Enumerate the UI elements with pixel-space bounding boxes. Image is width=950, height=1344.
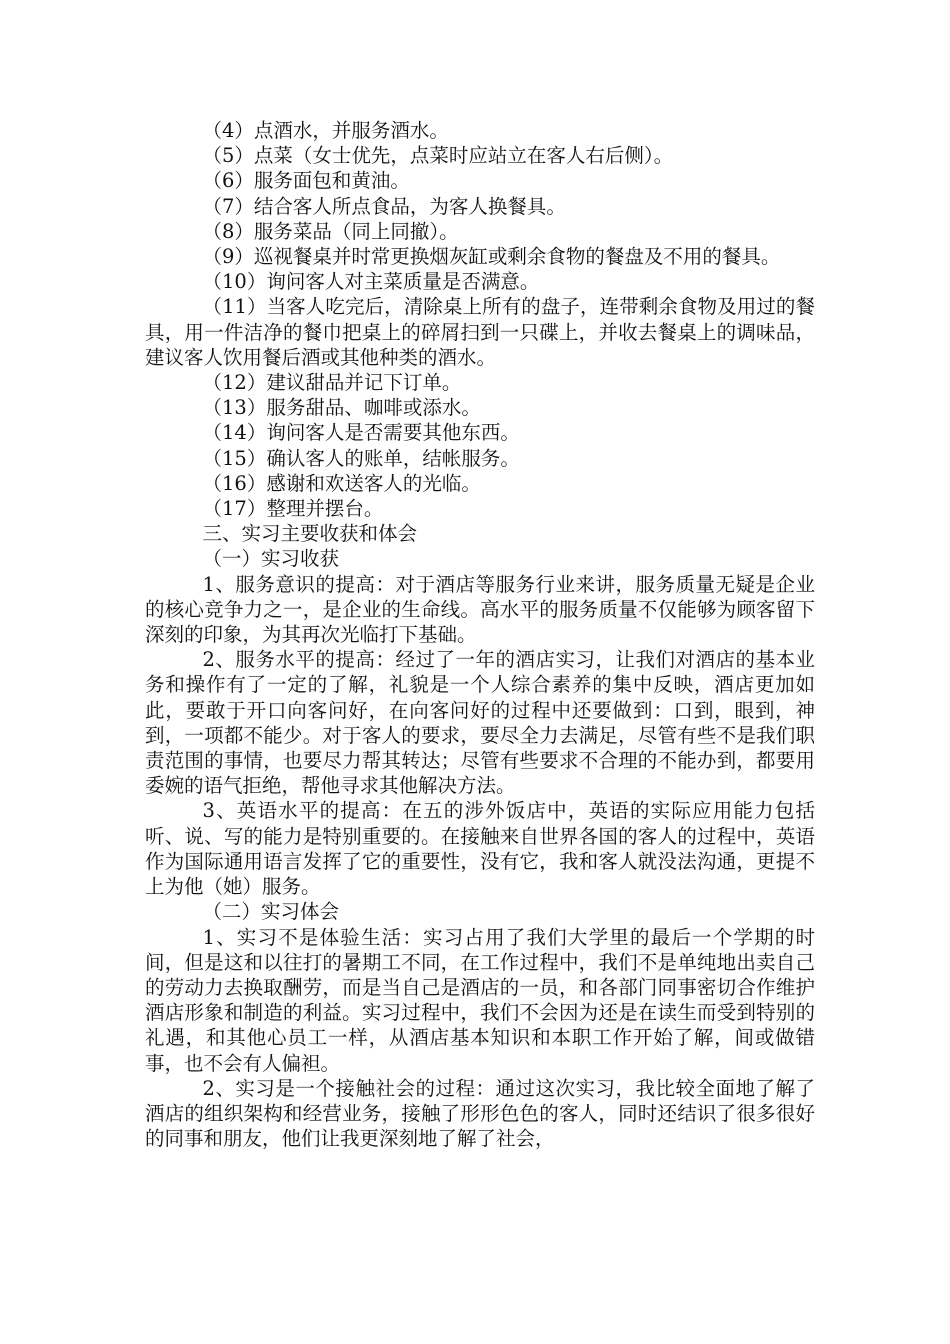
- body-paragraph: 1、实习不是体验生活：实习占用了我们大学里的最后一个学期的时间，但是这和以往打的暑期工不同，在工作过程中，我们不是单纯地出卖自己的劳动力去换取酬劳，而是当自己是酒店的一员，和各部门同事密切合作维护酒店形象和制造的利益。实习过程中，我们不会因为还是在读生而受到特别的礼遇，和其他心员工一样，从酒店基本知识和本职工作开始了解，间或做错事，也不会有人偏袒。: [145, 925, 815, 1075]
- list-item: （16）感谢和欢送客人的光临。: [202, 471, 481, 495]
- list-item: （11）当客人吃完后，清除桌上所有的盘子，连带剩余食物及用过的餐具，用一件洁净的餐巾把桌上的碎屑扫到一只碟上，并收去餐桌上的调味品，建议客人饮用餐后酒或其他种类的酒水。: [145, 295, 815, 369]
- body-paragraph: 1、服务意识的提高：对于酒店等服务行业来讲，服务质量无疑是企业的核心竞争力之一，是企业的生命线。高水平的服务质量不仅能够为顾客留下深刻的印象，为其再次光临打下基础。: [145, 572, 815, 647]
- subsection-heading: （二）实习体会: [202, 900, 340, 924]
- body-paragraph: 2、实习是一个接触社会的过程：通过这次实习，我比较全面地了解了酒店的组织架构和经营业务，接触了形形色色的客人，同时还结识了很多很好的同事和朋友，他们让我更深刻地了解了社会，: [145, 1076, 815, 1151]
- list-item: （13）服务甜品、咖啡或添水。: [202, 396, 481, 420]
- document-page: [145, 118, 815, 1151]
- list-item: （12）建议甜品并记下订单。: [202, 371, 462, 395]
- list-item: （10）询问客人对主菜质量是否满意。: [202, 270, 540, 294]
- body-paragraph: 2、服务水平的提高：经过了一年的酒店实习，让我们对酒店的基本业务和操作有了一定的了解，礼貌是一个人综合素养的集中反映，酒店更加如此，要敢于开口向客问好，在向客问好的过程中还要做到：口到，眼到，神到，一项都不能少。对于客人的要求，要尽全力去满足，尽管有些不是我们职责范围的事情，也要尽力帮其转达；尽管有些要求不合理的不能办到，都要用委婉的语气拒绝，帮他寻求其他解决方法。: [145, 648, 815, 798]
- list-item: （8）服务菜品（同上同撤）。: [202, 219, 459, 243]
- list-item: （14）询问客人是否需要其他东西。: [202, 421, 520, 445]
- list-item: （17）整理并摆台。: [202, 497, 384, 521]
- subsection-heading: （一）实习收获: [202, 547, 340, 571]
- list-item: （15）确认客人的账单，结帐服务。: [202, 446, 520, 470]
- section-heading: 三、实习主要收获和体会: [202, 522, 418, 546]
- list-item: （7）结合客人所点食品，为客人换餐具。: [202, 194, 566, 218]
- body-paragraph: 3、英语水平的提高：在五的涉外饭店中，英语的实际应用能力包括听、说、写的能力是特别重要的。在接触来自世界各国的客人的过程中，英语作为国际通用语言发挥了它的重要性，没有它，我和客人就没法沟通，更提不上为他（她）服务。: [145, 799, 815, 899]
- list-item: （5）点菜（女士优先，点菜时应站立在客人右后侧）。: [202, 144, 674, 168]
- list-item: （4）点酒水，并服务酒水。: [202, 119, 449, 142]
- list-item: （6）服务面包和黄油。: [202, 169, 410, 193]
- list-item: （9）巡视餐桌并时常更换烟灰缸或剩余食物的餐盘及不用的餐具。: [202, 245, 781, 269]
